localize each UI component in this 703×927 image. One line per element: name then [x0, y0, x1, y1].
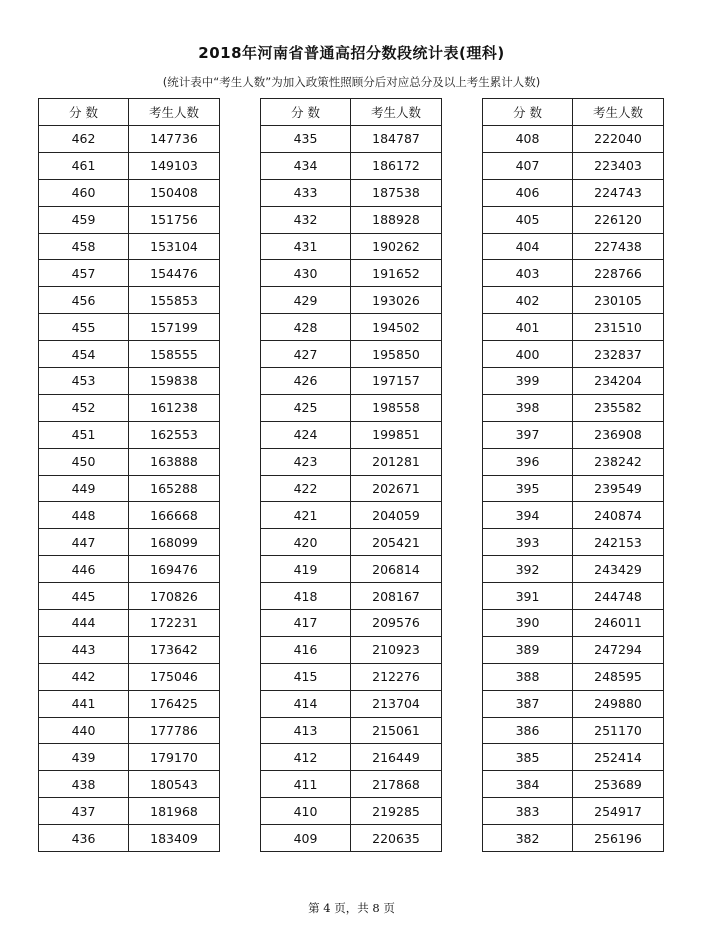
score-cell: 417 — [261, 610, 351, 637]
score-cell: 421 — [261, 502, 351, 529]
score-cell: 433 — [261, 179, 351, 206]
count-cell: 157199 — [129, 314, 220, 341]
score-cell: 462 — [39, 126, 129, 153]
score-cell: 434 — [261, 152, 351, 179]
table-row — [483, 636, 664, 663]
score-cell: 442 — [39, 663, 129, 690]
score-cell: 397 — [483, 421, 573, 448]
score-cell: 403 — [483, 260, 573, 287]
score-cell: 393 — [483, 529, 573, 556]
table-row — [483, 448, 664, 475]
score-cell: 388 — [483, 663, 573, 690]
table-row — [261, 556, 442, 583]
table-row — [261, 690, 442, 717]
count-cell: 161238 — [129, 394, 220, 421]
score-cell: 445 — [39, 583, 129, 610]
score-cell: 411 — [261, 771, 351, 798]
score-cell: 437 — [39, 798, 129, 825]
count-cell: 190262 — [351, 233, 442, 260]
table-row — [483, 556, 664, 583]
count-cell: 227438 — [573, 233, 664, 260]
score-table-2 — [260, 98, 442, 852]
count-cell: 173642 — [129, 636, 220, 663]
table-row — [261, 448, 442, 475]
count-cell: 193026 — [351, 287, 442, 314]
count-cell: 213704 — [351, 690, 442, 717]
count-cell: 202671 — [351, 475, 442, 502]
table-row — [261, 421, 442, 448]
count-cell: 175046 — [129, 663, 220, 690]
table-row — [39, 744, 220, 771]
score-cell: 425 — [261, 394, 351, 421]
score-cell: 428 — [261, 314, 351, 341]
count-cell: 206814 — [351, 556, 442, 583]
score-cell: 429 — [261, 287, 351, 314]
page-footer: 第 4 页，共 8 页 — [308, 901, 395, 915]
score-cell: 401 — [483, 314, 573, 341]
score-cell: 404 — [483, 233, 573, 260]
table-row — [39, 206, 220, 233]
count-cell: 179170 — [129, 744, 220, 771]
count-cell: 228766 — [573, 260, 664, 287]
score-cell: 408 — [483, 126, 573, 153]
score-cell: 419 — [261, 556, 351, 583]
count-cell: 220635 — [351, 825, 442, 852]
score-cell: 451 — [39, 421, 129, 448]
table-row — [483, 502, 664, 529]
table-row — [39, 233, 220, 260]
table-row — [261, 583, 442, 610]
table-row — [39, 368, 220, 395]
score-column-header: 分 数 — [483, 99, 573, 126]
table-row — [261, 368, 442, 395]
score-cell: 453 — [39, 368, 129, 395]
count-cell: 216449 — [351, 744, 442, 771]
score-cell: 426 — [261, 368, 351, 395]
count-cell: 155853 — [129, 287, 220, 314]
count-cell: 191652 — [351, 260, 442, 287]
count-cell: 256196 — [573, 825, 664, 852]
count-cell: 248595 — [573, 663, 664, 690]
table-row — [261, 287, 442, 314]
count-cell: 209576 — [351, 610, 442, 637]
count-cell: 151756 — [129, 206, 220, 233]
table-row — [483, 287, 664, 314]
score-cell: 455 — [39, 314, 129, 341]
score-cell: 418 — [261, 583, 351, 610]
score-cell: 400 — [483, 341, 573, 368]
count-cell: 231510 — [573, 314, 664, 341]
table-row — [483, 690, 664, 717]
table-row — [39, 394, 220, 421]
score-cell: 448 — [39, 502, 129, 529]
table-row — [261, 636, 442, 663]
count-cell: 249880 — [573, 690, 664, 717]
count-cell: 162553 — [129, 421, 220, 448]
table-row — [39, 583, 220, 610]
count-cell: 224743 — [573, 179, 664, 206]
table-row — [39, 448, 220, 475]
table-row — [39, 126, 220, 153]
score-cell: 461 — [39, 152, 129, 179]
score-cell: 406 — [483, 179, 573, 206]
score-cell: 383 — [483, 798, 573, 825]
score-cell: 391 — [483, 583, 573, 610]
table-row — [261, 314, 442, 341]
count-cell: 230105 — [573, 287, 664, 314]
score-cell: 460 — [39, 179, 129, 206]
score-cell: 423 — [261, 448, 351, 475]
count-column-header: 考生人数 — [129, 99, 220, 126]
table-row — [261, 825, 442, 852]
score-cell: 387 — [483, 690, 573, 717]
count-cell: 253689 — [573, 771, 664, 798]
table-row — [483, 394, 664, 421]
table-row — [483, 583, 664, 610]
score-column-header: 分 数 — [39, 99, 129, 126]
score-cell: 430 — [261, 260, 351, 287]
table-row — [261, 663, 442, 690]
count-cell: 165288 — [129, 475, 220, 502]
table-row — [261, 475, 442, 502]
count-cell: 204059 — [351, 502, 442, 529]
count-cell: 238242 — [573, 448, 664, 475]
table-row — [39, 260, 220, 287]
score-cell: 438 — [39, 771, 129, 798]
count-cell: 251170 — [573, 717, 664, 744]
table-row — [483, 314, 664, 341]
table-row — [483, 771, 664, 798]
count-cell: 153104 — [129, 233, 220, 260]
score-cell: 396 — [483, 448, 573, 475]
table-row — [261, 529, 442, 556]
count-cell: 254917 — [573, 798, 664, 825]
table-header-row — [261, 99, 442, 126]
count-cell: 194502 — [351, 314, 442, 341]
score-cell: 446 — [39, 556, 129, 583]
table-row — [483, 717, 664, 744]
score-cell: 443 — [39, 636, 129, 663]
score-cell: 395 — [483, 475, 573, 502]
score-cell: 399 — [483, 368, 573, 395]
count-cell: 158555 — [129, 341, 220, 368]
table-row — [261, 260, 442, 287]
count-cell: 170826 — [129, 583, 220, 610]
count-cell: 212276 — [351, 663, 442, 690]
score-cell: 458 — [39, 233, 129, 260]
score-cell: 450 — [39, 448, 129, 475]
score-cell: 456 — [39, 287, 129, 314]
score-cell: 431 — [261, 233, 351, 260]
count-cell: 169476 — [129, 556, 220, 583]
score-cell: 441 — [39, 690, 129, 717]
table-row — [39, 717, 220, 744]
table-row — [261, 502, 442, 529]
score-cell: 413 — [261, 717, 351, 744]
page-subtitle: (统计表中“考生人数”为加入政策性照顾分后对应总分及以上考生累计人数) — [162, 75, 541, 89]
table-row — [483, 825, 664, 852]
table-row — [261, 126, 442, 153]
score-cell: 447 — [39, 529, 129, 556]
table-row — [39, 152, 220, 179]
count-cell: 226120 — [573, 206, 664, 233]
count-cell: 244748 — [573, 583, 664, 610]
count-cell: 163888 — [129, 448, 220, 475]
table-row — [39, 529, 220, 556]
count-cell: 168099 — [129, 529, 220, 556]
count-cell: 236908 — [573, 421, 664, 448]
table-row — [261, 771, 442, 798]
count-cell: 159838 — [129, 368, 220, 395]
table-row — [483, 475, 664, 502]
count-cell: 243429 — [573, 556, 664, 583]
count-cell: 217868 — [351, 771, 442, 798]
count-cell: 246011 — [573, 610, 664, 637]
table-row — [39, 690, 220, 717]
count-cell: 239549 — [573, 475, 664, 502]
table-row — [483, 663, 664, 690]
table-row — [39, 314, 220, 341]
score-cell: 402 — [483, 287, 573, 314]
table-row — [483, 179, 664, 206]
table-row — [483, 341, 664, 368]
table-row — [39, 663, 220, 690]
table-row — [39, 825, 220, 852]
score-cell: 392 — [483, 556, 573, 583]
count-cell: 197157 — [351, 368, 442, 395]
count-cell: 177786 — [129, 717, 220, 744]
table-row — [483, 152, 664, 179]
count-column-header: 考生人数 — [573, 99, 664, 126]
count-cell: 149103 — [129, 152, 220, 179]
count-cell: 252414 — [573, 744, 664, 771]
count-cell: 166668 — [129, 502, 220, 529]
score-cell: 440 — [39, 717, 129, 744]
count-cell: 208167 — [351, 583, 442, 610]
score-cell: 384 — [483, 771, 573, 798]
table-row — [261, 717, 442, 744]
count-cell: 223403 — [573, 152, 664, 179]
score-cell: 407 — [483, 152, 573, 179]
count-cell: 222040 — [573, 126, 664, 153]
score-cell: 389 — [483, 636, 573, 663]
count-cell: 186172 — [351, 152, 442, 179]
table-header-row — [483, 99, 664, 126]
score-cell: 390 — [483, 610, 573, 637]
score-cell: 454 — [39, 341, 129, 368]
score-cell: 452 — [39, 394, 129, 421]
table-row — [39, 179, 220, 206]
count-cell: 198558 — [351, 394, 442, 421]
score-cell: 415 — [261, 663, 351, 690]
score-cell: 412 — [261, 744, 351, 771]
count-cell: 172231 — [129, 610, 220, 637]
score-cell: 435 — [261, 126, 351, 153]
count-cell: 195850 — [351, 341, 442, 368]
table-row — [39, 610, 220, 637]
count-cell: 242153 — [573, 529, 664, 556]
table-row — [39, 287, 220, 314]
score-cell: 416 — [261, 636, 351, 663]
count-cell: 219285 — [351, 798, 442, 825]
table-header-row — [39, 99, 220, 126]
count-cell: 199851 — [351, 421, 442, 448]
score-cell: 427 — [261, 341, 351, 368]
table-row — [261, 798, 442, 825]
score-cell: 449 — [39, 475, 129, 502]
count-cell: 205421 — [351, 529, 442, 556]
score-table-1 — [38, 98, 220, 852]
score-cell: 405 — [483, 206, 573, 233]
table-row — [483, 744, 664, 771]
table-row — [39, 556, 220, 583]
count-cell: 201281 — [351, 448, 442, 475]
count-cell: 232837 — [573, 341, 664, 368]
score-cell: 385 — [483, 744, 573, 771]
table-row — [261, 206, 442, 233]
table-row — [39, 798, 220, 825]
score-cell: 432 — [261, 206, 351, 233]
table-row — [39, 502, 220, 529]
table-row — [483, 798, 664, 825]
table-row — [261, 744, 442, 771]
score-cell: 409 — [261, 825, 351, 852]
count-cell: 235582 — [573, 394, 664, 421]
count-cell: 247294 — [573, 636, 664, 663]
count-cell: 150408 — [129, 179, 220, 206]
table-row — [39, 421, 220, 448]
score-cell: 444 — [39, 610, 129, 637]
score-cell: 439 — [39, 744, 129, 771]
count-cell: 176425 — [129, 690, 220, 717]
count-cell: 187538 — [351, 179, 442, 206]
table-row — [261, 179, 442, 206]
table-row — [261, 233, 442, 260]
score-cell: 422 — [261, 475, 351, 502]
table-row — [39, 771, 220, 798]
score-cell: 394 — [483, 502, 573, 529]
score-cell: 414 — [261, 690, 351, 717]
score-cell: 420 — [261, 529, 351, 556]
score-cell: 386 — [483, 717, 573, 744]
score-table-3 — [482, 98, 664, 852]
count-cell: 188928 — [351, 206, 442, 233]
table-row — [39, 636, 220, 663]
table-row — [483, 233, 664, 260]
table-row — [39, 475, 220, 502]
count-cell: 154476 — [129, 260, 220, 287]
table-row — [483, 421, 664, 448]
score-cell: 382 — [483, 825, 573, 852]
count-cell: 180543 — [129, 771, 220, 798]
count-cell: 240874 — [573, 502, 664, 529]
table-row — [483, 529, 664, 556]
count-column-header: 考生人数 — [351, 99, 442, 126]
table-row — [261, 341, 442, 368]
table-row — [261, 610, 442, 637]
table-row — [483, 126, 664, 153]
count-cell: 210923 — [351, 636, 442, 663]
count-cell: 183409 — [129, 825, 220, 852]
score-cell: 457 — [39, 260, 129, 287]
score-cell: 424 — [261, 421, 351, 448]
table-row — [483, 610, 664, 637]
count-cell: 184787 — [351, 126, 442, 153]
count-cell: 181968 — [129, 798, 220, 825]
table-row — [261, 152, 442, 179]
table-row — [483, 260, 664, 287]
table-row — [39, 341, 220, 368]
score-column-header: 分 数 — [261, 99, 351, 126]
page-title: 2018年河南省普通高招分数段统计表(理科) — [198, 44, 505, 62]
table-row — [483, 368, 664, 395]
score-cell: 459 — [39, 206, 129, 233]
count-cell: 147736 — [129, 126, 220, 153]
score-cell: 410 — [261, 798, 351, 825]
score-cell: 398 — [483, 394, 573, 421]
score-cell: 436 — [39, 825, 129, 852]
count-cell: 215061 — [351, 717, 442, 744]
count-cell: 234204 — [573, 368, 664, 395]
table-row — [483, 206, 664, 233]
table-row — [261, 394, 442, 421]
